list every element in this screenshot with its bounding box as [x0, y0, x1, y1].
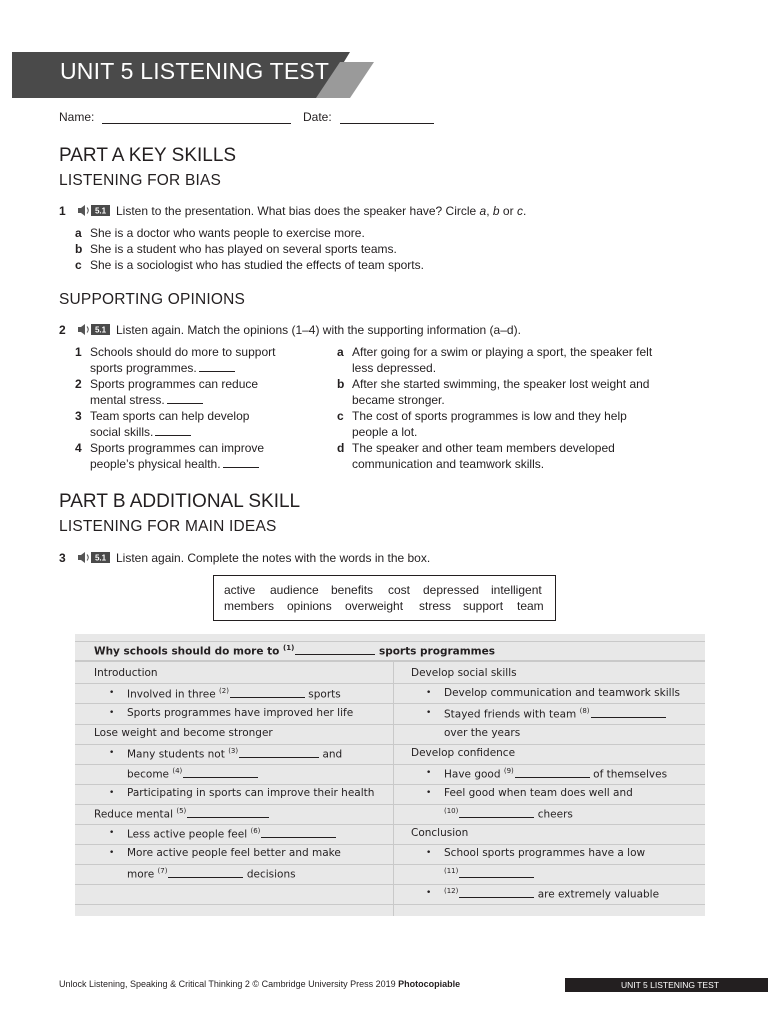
notes-item: Have good $^{(9)}$ of themselves	[444, 767, 668, 781]
notes-table	[75, 634, 705, 916]
question-2-number: 2	[59, 323, 66, 337]
row-divider	[75, 884, 705, 885]
answer-blank-2[interactable]	[230, 688, 305, 698]
question-1-instruction: Listen to the presentation. What bias does the speaker have? Circle a, b or c.	[116, 204, 527, 218]
bullet-icon: •	[426, 688, 432, 698]
answer-blank[interactable]	[199, 362, 235, 372]
question-3-instruction: Listen again. Complete the notes with the words in the box.	[116, 551, 431, 565]
notes-heading-social-skills: Develop social skills	[411, 667, 517, 679]
word-box-word: audience	[270, 583, 319, 597]
notes-heading-reduce-stress: Reduce mental $^{(5)}$	[94, 807, 269, 821]
q1-option-b[interactable]: b She is a student who has played on several sports teams.	[75, 242, 397, 256]
row-divider	[75, 744, 705, 745]
title-banner	[12, 52, 374, 98]
answer-blank[interactable]	[155, 426, 191, 436]
answer-blank-4[interactable]	[183, 768, 258, 778]
question-3-number: 3	[59, 551, 66, 565]
question-2-instruction: Listen again. Match the opinions (1–4) with the supporting information (a–d).	[116, 323, 521, 337]
footer-unit-bar	[565, 978, 768, 992]
row-divider	[75, 641, 705, 642]
part-b-heading: PART B ADDITIONAL SKILL	[59, 491, 301, 512]
notes-item-continued: (11)	[444, 867, 534, 881]
notes-item: Feel good when team does well and	[444, 787, 633, 799]
notes-item-continued: become $^{(4)}$	[127, 767, 258, 781]
notes-heading-introduction: Introduction	[94, 667, 158, 679]
notes-title: Why schools should do more to $^{(1)}$ sports programmes	[94, 644, 495, 658]
row-divider	[75, 660, 705, 662]
notes-item: Develop communication and teamwork skills	[444, 687, 680, 699]
audio-icon[interactable]	[76, 204, 110, 217]
notes-item: Involved in three $^{(2)}$ sports	[127, 687, 341, 701]
word-box-word: benefits	[331, 583, 374, 597]
bullet-icon: •	[109, 828, 115, 838]
bullet-icon: •	[109, 848, 115, 858]
notes-heading-confidence: Develop confidence	[411, 747, 516, 759]
notes-item-continued: $^{(10)}$ cheers	[444, 807, 573, 821]
bullet-icon: •	[109, 708, 115, 718]
notes-item-continued: over the years	[444, 727, 521, 739]
word-box-word: support	[463, 599, 504, 613]
row-divider	[75, 844, 705, 845]
part-a-subheading: LISTENING FOR BIAS	[59, 172, 222, 189]
notes-item: School sports programmes have a low	[444, 847, 646, 859]
part-b-subheading: LISTENING FOR MAIN IDEAS	[59, 518, 277, 535]
name-label: Name:	[59, 110, 95, 124]
bullet-icon: •	[109, 788, 115, 798]
answer-blank-11[interactable]	[459, 868, 534, 878]
notes-item: More active people feel better and make	[127, 847, 341, 859]
q1-option-a[interactable]: a She is a doctor who wants people to exercise more.	[75, 226, 365, 240]
word-box-word: stress	[419, 599, 452, 613]
row-divider	[75, 824, 705, 825]
name-field[interactable]	[102, 123, 291, 124]
audio-track-label: 5.1	[94, 206, 107, 216]
audio-icon[interactable]	[76, 323, 110, 336]
word-box-word: members	[224, 599, 275, 613]
answer-blank-5[interactable]	[187, 808, 269, 818]
answer-blank[interactable]	[223, 458, 259, 468]
footer-copyright: Unlock Listening, Speaking & Critical Thinking 2 © Cambridge University Press 2019 Photocopiable	[59, 979, 461, 989]
notes-item-continued: more $^{(7)}$ decisions	[127, 867, 296, 881]
answer-blank-3[interactable]	[239, 748, 319, 758]
bullet-icon: •	[426, 888, 432, 898]
row-divider	[75, 904, 705, 905]
answer-blank-12[interactable]	[459, 888, 534, 898]
notes-item: Participating in sports can improve their health	[127, 787, 375, 799]
notes-heading-conclusion: Conclusion	[411, 827, 469, 839]
supporting-opinions-heading: SUPPORTING OPINIONS	[59, 291, 246, 308]
row-divider	[75, 764, 705, 765]
word-box-word: overweight	[345, 599, 404, 613]
date-label: Date:	[303, 110, 332, 124]
bullet-icon: •	[426, 848, 432, 858]
answer-blank-7[interactable]	[168, 868, 243, 878]
page-title: UNIT 5 LISTENING TEST	[60, 58, 330, 84]
notes-item: Stayed friends with team $^{(8)}$	[444, 707, 666, 721]
notes-item: Many students not $^{(3)}$ and	[127, 747, 343, 761]
audio-icon[interactable]	[76, 551, 110, 564]
bullet-icon: •	[109, 748, 115, 758]
row-divider	[75, 703, 705, 704]
row-divider	[75, 864, 705, 865]
row-divider	[75, 724, 705, 725]
notes-item: Sports programmes have improved her life	[127, 707, 354, 719]
bullet-icon: •	[426, 708, 432, 718]
word-box-word: active	[224, 583, 256, 597]
word-box-word: depressed	[423, 583, 480, 597]
bullet-icon: •	[426, 768, 432, 778]
notes-heading-lose-weight: Lose weight and become stronger	[94, 727, 273, 739]
answer-blank-9[interactable]	[515, 768, 590, 778]
audio-track-label: 5.1	[94, 325, 107, 335]
word-box-word: team	[517, 599, 544, 613]
footer-unit-label: UNIT 5 LISTENING TEST	[621, 980, 719, 990]
answer-blank-10[interactable]	[459, 808, 534, 818]
bullet-icon: •	[426, 788, 432, 798]
answer-blank-1[interactable]	[295, 645, 375, 655]
notes-item: $^{(12)}$ are extremely valuable	[444, 887, 660, 901]
notes-item: Less active people feel $^{(6)}$	[127, 827, 336, 841]
answer-blank-6[interactable]	[261, 828, 336, 838]
bullet-icon: •	[109, 688, 115, 698]
row-divider	[75, 683, 705, 684]
row-divider	[75, 804, 705, 805]
part-a-heading: PART A KEY SKILLS	[59, 145, 237, 166]
word-box-word: cost	[388, 583, 411, 597]
question-1-number: 1	[59, 204, 66, 218]
word-box-word: intelligent	[491, 583, 542, 597]
answer-blank[interactable]	[167, 394, 203, 404]
audio-track-label: 5.1	[94, 553, 107, 563]
column-divider	[393, 660, 394, 916]
answer-blank-8[interactable]	[591, 708, 666, 718]
row-divider	[75, 784, 705, 785]
q1-option-c[interactable]: c She is a sociologist who has studied the effects of team sports.	[75, 258, 424, 272]
word-box	[213, 575, 556, 621]
word-box-word: opinions	[287, 599, 332, 613]
date-field[interactable]	[340, 123, 434, 124]
